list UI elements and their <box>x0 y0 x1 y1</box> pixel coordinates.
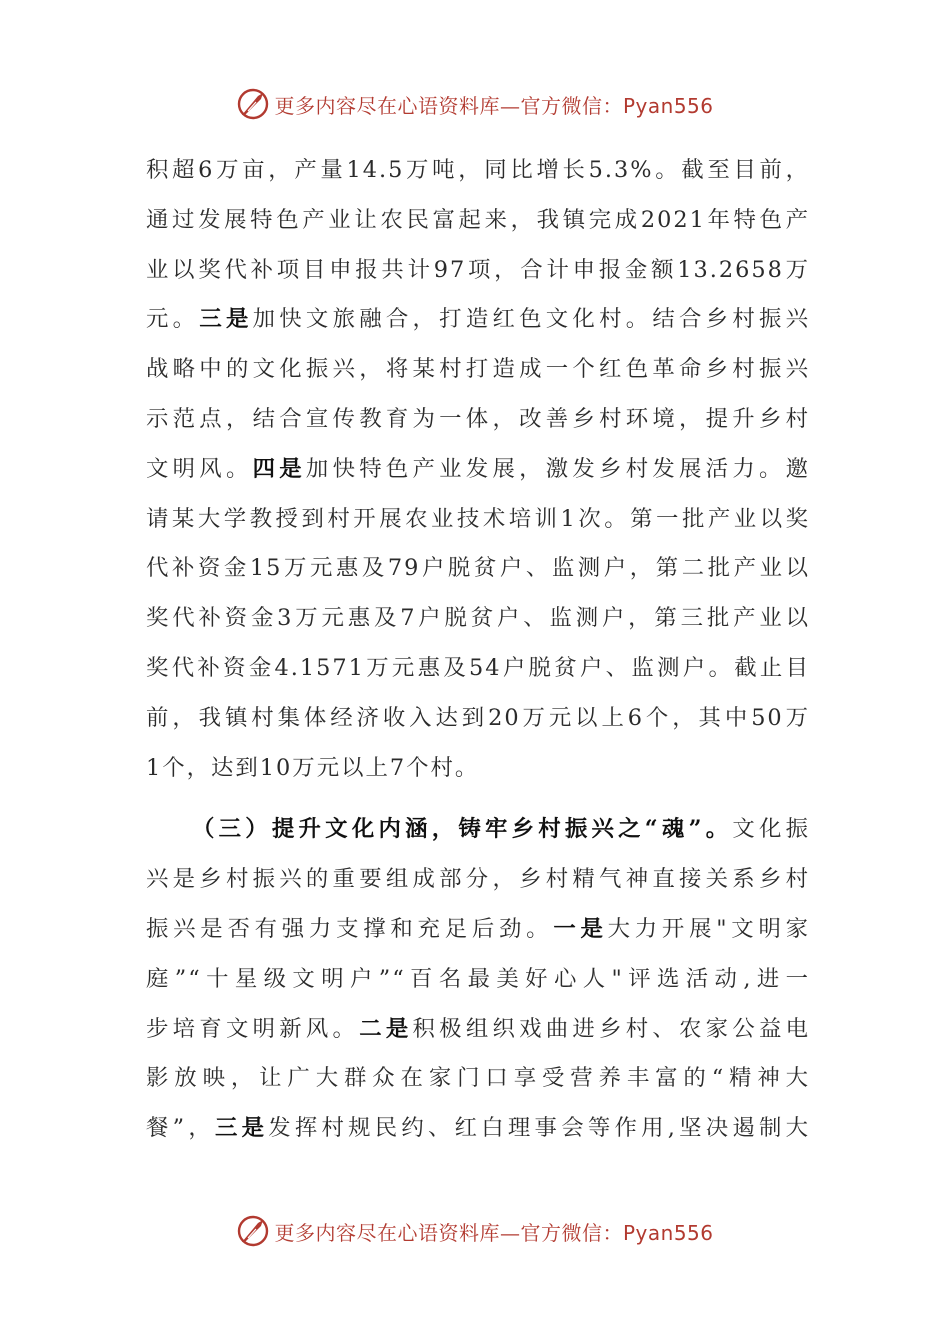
text-segment: 请某大学教授到村开展农业技术培训1次。第一批产业以奖 <box>146 505 810 532</box>
text-line <box>146 1054 810 1104</box>
banner-wechat-id: Pyan556 <box>622 1220 714 1245</box>
text-segment: 影放映，让广大群众在家门口享受营养丰富的“精神大 <box>146 1065 810 1092</box>
text-line <box>146 495 810 545</box>
text-line <box>146 196 810 246</box>
text-line <box>146 594 810 644</box>
text-segment: 庭”“十星级文明户”“百名最美好心人"评选活动,进一 <box>146 965 810 992</box>
text-segment: 元。 <box>146 306 200 333</box>
text-line <box>146 905 810 955</box>
text-segment: 积超6万亩，产量14.5万吨，同比增长5.3%。截至目前， <box>146 157 810 183</box>
text-segment: 战略中的文化振兴，将某村打造成一个红色革命乡村振兴 <box>146 356 810 383</box>
bold-text-segment: 二是 <box>359 1015 413 1042</box>
text-segment: 步培育文明新风。 <box>146 1015 360 1042</box>
text-segment: 文化振 <box>732 816 811 843</box>
text-segment: 奖代补资金4.1571万元惠及54户脱贫户、监测户。截止目 <box>146 654 810 681</box>
banner-text: 更多内容尽在心语资料库—官方微信：Pyan556 <box>274 93 714 118</box>
quill-logo-icon <box>236 1214 270 1248</box>
text-segment: 加快特色产业发展，激发乡村发展活力。邀 <box>305 455 811 482</box>
text-segment: 积极组织戏曲进乡村、农家公益电 <box>412 1015 811 1042</box>
banner-text: 更多内容尽在心语资料库—官方微信：Pyan556 <box>274 1220 714 1245</box>
bold-text-segment: 四是 <box>252 455 306 482</box>
text-line <box>146 146 810 196</box>
text-line <box>146 1104 810 1154</box>
paragraph-1 <box>146 146 810 793</box>
text-segment: 振兴是否有强力支撑和充足后劲。 <box>146 915 554 942</box>
text-line <box>146 955 810 1005</box>
text-line <box>146 805 810 855</box>
text-line <box>146 544 810 594</box>
text-segment: 大力开展"文明家 <box>607 915 810 942</box>
text-line <box>146 395 810 445</box>
page-footer-banner <box>0 1211 950 1251</box>
text-segment: 奖代补资金3万元惠及7户脱贫户、监测户，第三批产业以 <box>146 605 810 632</box>
text-line <box>146 694 810 744</box>
text-segment: 通过发展特色产业让农民富起来，我镇 <box>146 206 589 233</box>
paragraph-2 <box>146 805 810 1154</box>
text-segment: 加快文旅融合，打造红色文化村。结合乡村振兴 <box>252 306 811 333</box>
text-segment: 1个，达到10万元以上7个村。 <box>146 754 480 781</box>
text-segment: 示范点，结合宣传教育为一体，改善乡村环境，提升乡村 <box>146 405 810 432</box>
text-line <box>146 744 810 794</box>
text-segment: 文明风。 <box>146 455 253 482</box>
text-segment: 完成2021年特色产 <box>588 206 811 233</box>
text-segment: 餐”， <box>146 1115 215 1142</box>
bold-text-segment: 三是 <box>199 306 253 333</box>
text-segment: 业以奖代补项目申报共计97项，合计申报金额13.2658万 <box>146 256 810 283</box>
text-line <box>146 1005 810 1055</box>
text-line <box>146 345 810 395</box>
bold-text-segment: 一是 <box>553 915 608 942</box>
text-line <box>146 445 810 495</box>
text-segment: 发挥村规民约、红白理事会等作用,坚决遏制大 <box>268 1115 811 1142</box>
text-segment: 代补资金15万元惠及79户脱贫户、监测户，第二批产业以 <box>146 555 810 582</box>
banner-wechat-id: Pyan556 <box>622 93 714 118</box>
bold-text-segment: 三是 <box>214 1115 269 1142</box>
text-line <box>146 855 810 905</box>
text-segment: 兴是乡村振兴的重要组成部分，乡村精气神直接关系乡村 <box>146 866 810 893</box>
text-segment: 前，我镇村集体经济收入达到20万元以上6个，其中50万 <box>146 704 810 731</box>
document-body <box>146 146 810 1154</box>
quill-logo-icon <box>236 87 270 121</box>
text-line <box>146 644 810 694</box>
text-line <box>146 295 810 345</box>
bold-text-segment: （三）提升文化内涵，铸牢乡村振兴之“魂”。 <box>192 816 733 843</box>
page-header-banner <box>0 84 950 124</box>
text-line <box>146 246 810 296</box>
